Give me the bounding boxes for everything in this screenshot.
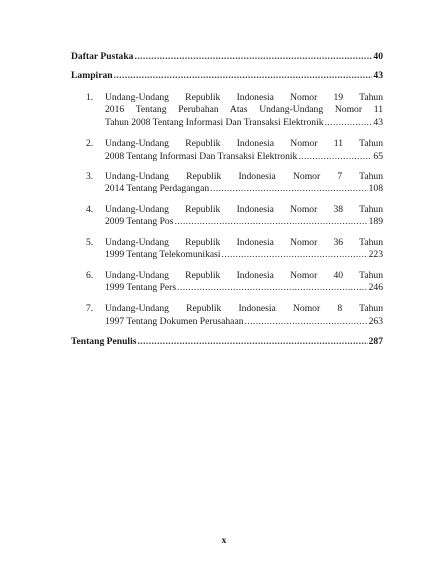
list-number: 1. bbox=[86, 92, 94, 103]
toc-item-text: 2014 Tentang Perdagangan bbox=[105, 183, 210, 194]
dot-leader bbox=[298, 151, 372, 163]
list-number: 2. bbox=[86, 138, 94, 149]
list-number: 6. bbox=[86, 270, 94, 281]
dot-leader bbox=[177, 282, 368, 294]
dot-leader bbox=[325, 117, 373, 129]
page-number: x bbox=[221, 535, 227, 546]
toc-item-line: 2016 Tentang Perubahan Atas Undang-Undang Nomor 11 bbox=[105, 104, 383, 115]
toc-item-page: 43 bbox=[373, 117, 383, 128]
toc-item-line: Undang-Undang Republik Indonesia Nomor 38 Tahun bbox=[105, 204, 383, 215]
toc-item-page: 246 bbox=[368, 282, 383, 293]
toc-entry-page: 287 bbox=[368, 336, 383, 347]
toc-item-page: 108 bbox=[368, 183, 383, 194]
toc-item-last-line bbox=[105, 216, 383, 228]
toc-item-line: Undang-Undang Republik Indonesia Nomor 8 Tahun bbox=[105, 303, 383, 314]
toc-entry-daftar-pustaka bbox=[71, 51, 383, 63]
toc-item-line: Undang-Undang Republik Indonesia Nomor 40 Tahun bbox=[105, 270, 383, 281]
toc-item-text: 2008 Tentang Informasi Dan Transaksi Elektronik bbox=[105, 151, 298, 162]
toc-entry-page: 40 bbox=[373, 51, 383, 62]
list-number: 3. bbox=[86, 171, 94, 182]
toc-item-page: 189 bbox=[368, 216, 383, 227]
toc-item-last-line bbox=[105, 117, 383, 129]
toc-item-last-line bbox=[105, 249, 383, 261]
toc-item-text: 1999 Tentang Telekomunikasi bbox=[105, 249, 221, 260]
dot-leader bbox=[114, 70, 373, 82]
toc-item-page: 223 bbox=[368, 249, 383, 260]
toc-item-line: Undang-Undang Republik Indonesia Nomor 11 Tahun bbox=[105, 138, 383, 149]
toc-entry-tentang-penulis bbox=[71, 336, 383, 348]
toc-item-text: 1997 Tentang Dokumen Perusahaan bbox=[105, 316, 244, 327]
dot-leader bbox=[134, 51, 372, 63]
toc-item-line: Undang-Undang Republik Indonesia Nomor 36 Tahun bbox=[105, 237, 383, 248]
list-number: 5. bbox=[86, 237, 94, 248]
toc-item-text: 2009 Tentang Pos bbox=[105, 216, 174, 227]
toc-item-last-line bbox=[105, 282, 383, 294]
toc-item-last-line bbox=[105, 183, 383, 195]
dot-leader bbox=[222, 249, 368, 261]
toc-item-last-line bbox=[105, 151, 383, 163]
list-number: 4. bbox=[86, 204, 94, 215]
dot-leader bbox=[138, 336, 368, 348]
dot-leader bbox=[174, 216, 367, 228]
toc-entry-page: 43 bbox=[373, 70, 383, 81]
dot-leader bbox=[210, 183, 367, 195]
toc-item-line: Undang-Undang Republik Indonesia Nomor 7 Tahun bbox=[105, 171, 383, 182]
toc-item-line: Undang-Undang Republik Indonesia Nomor 19 Tahun bbox=[105, 92, 383, 103]
toc-item-page: 263 bbox=[368, 316, 383, 327]
toc-entry-lampiran bbox=[71, 70, 383, 82]
toc-item-text: 1999 Tentang Pers bbox=[105, 282, 177, 293]
toc-item-text: Tahun 2008 Tentang Informasi Dan Transaksi Elektronik bbox=[105, 117, 324, 128]
toc-entry-label: Tentang Penulis bbox=[71, 336, 137, 347]
dot-leader bbox=[245, 316, 368, 328]
toc-entry-label: Daftar Pustaka bbox=[71, 51, 134, 62]
toc-item-page: 65 bbox=[373, 151, 383, 162]
toc-entry-label: Lampiran bbox=[71, 70, 113, 81]
list-number: 7. bbox=[86, 303, 94, 314]
toc-item-last-line bbox=[105, 316, 383, 328]
